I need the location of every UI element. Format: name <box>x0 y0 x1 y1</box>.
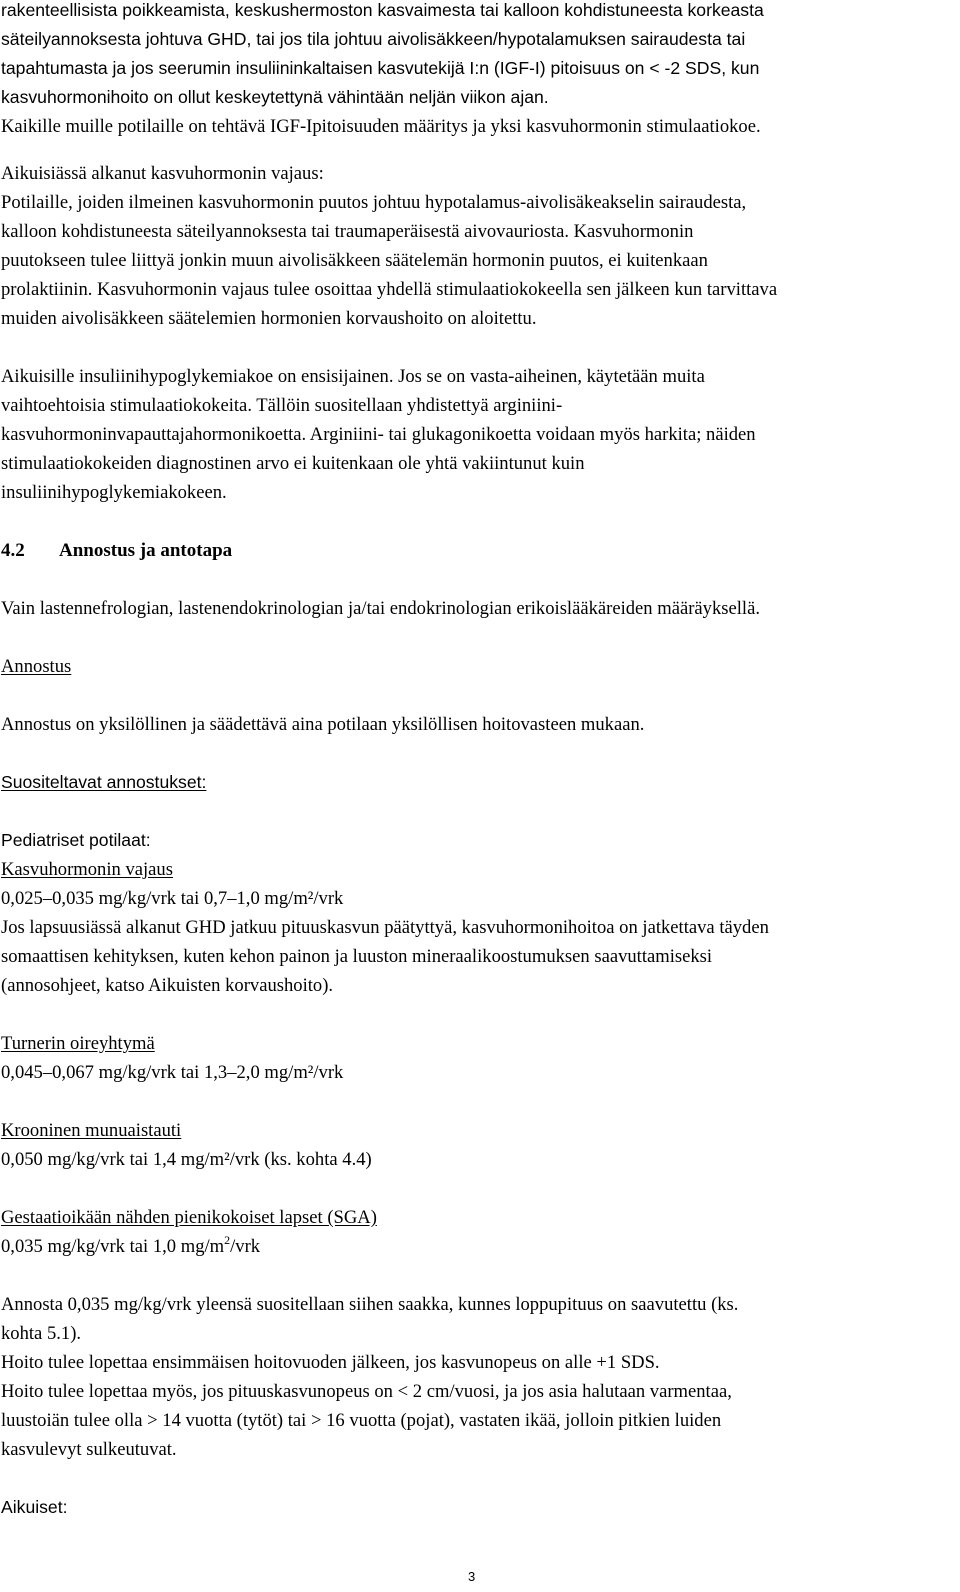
text-line: Hoito tulee lopettaa ensimmäisen hoitovuoden jälkeen, jos kasvunopeus on alle +1 SDS. <box>1 1352 660 1373</box>
text-line: kalloon kohdistuneesta säteilyannoksesta tai traumaperäisestä aivovauriosta. Kasvuhormonin <box>1 221 694 242</box>
section-title: Annostus ja antotapa <box>59 540 233 561</box>
text-line: kasvuhormoninvapauttajahormonikoetta. Arginiini- tai glukagonikoetta voidaan myös harkita; näiden <box>1 424 756 445</box>
text-line: (annosohjeet, katso Aikuisten korvaushoito). <box>1 975 334 996</box>
recommended-title: Suositeltavat annostukset: <box>1 772 207 792</box>
pediatric-section <box>0 826 950 1000</box>
prescription-paragraph <box>0 594 950 623</box>
text-line: kohta 5.1). <box>1 1323 82 1344</box>
ghd-dose: 0,025–0,035 mg/kg/vrk tai 0,7–1,0 mg/m²/vrk <box>1 888 344 909</box>
text-line: säteilyannoksesta johtuva GHD, tai jos tila johtuu aivolisäkkeen/hypotalamuksen sairaudesta tai <box>1 29 746 49</box>
turner-dose: 0,045–0,067 mg/kg/vrk tai 1,3–2,0 mg/m²/vrk <box>1 1062 344 1083</box>
text-line: Potilaille, joiden ilmeinen kasvuhormonin puutos johtuu hypotalamus-aivolisäkeakselin sairaudesta, <box>1 192 747 213</box>
sga-dose-unit: /vrk <box>230 1236 261 1257</box>
adults-title: Aikuiset: <box>1 1497 68 1517</box>
sga-title: Gestaatioikään nähden pienikokoiset lapset (SGA) <box>1 1207 377 1228</box>
sga-section <box>0 1203 950 1261</box>
text-line: Annosta 0,035 mg/kg/vrk yleensä suositellaan siihen saakka, kunnes loppupituus on saavutettu (ks. <box>1 1294 739 1315</box>
text-line: kasvuhormonihoito on ollut keskeytettynä vähintään neljän viikon ajan. <box>1 87 549 107</box>
annostus-title: Annostus <box>1 656 72 677</box>
text-line: puutokseen tulee liittyä jonkin muun aivolisäkkeen säätelemän hormonin puutos, ei kuitenkaan <box>1 250 708 271</box>
text-line: kasvulevyt sulkeutuvat. <box>1 1439 177 1460</box>
text-line: rakenteellisista poikkeamista, keskushermoston kasvaimesta tai kalloon kohdistuneesta korkeasta <box>1 0 764 20</box>
annostus-text: Annostus on yksilöllinen ja säädettävä aina potilaan yksilöllisen hoitovasteen mukaan. <box>1 714 645 735</box>
ghd-title: Kasvuhormonin vajaus <box>1 859 173 880</box>
text-line: muiden aivolisäkkeen säätelemien hormonien korvaushoito on aloitettu. <box>1 308 537 329</box>
prescription-text: Vain lastennefrologian, lastenendokrinologian ja/tai endokrinologian erikoislääkäreiden määräyksellä. <box>1 598 760 619</box>
adult-onset-title: Aikuisiässä alkanut kasvuhormonin vajaus: <box>1 163 324 184</box>
text-line: prolaktiinin. Kasvuhormonin vajaus tulee osoittaa yhdellä stimulaatiokokeella sen jälkeen kun tarvittava <box>1 279 778 300</box>
section-number: 4.2 <box>1 540 25 561</box>
text-line: stimulaatiokokeiden diagnostinen arvo ei kuitenkaan ole yhtä vakiintunut kuin <box>1 453 585 474</box>
text-line: somaattisen kehityksen, kuten kehon painon ja luuston mineraalikoostumuksen saavuttamiseksi <box>1 946 713 967</box>
sga-paragraph <box>0 1290 950 1464</box>
ckd-section <box>0 1116 950 1174</box>
text-line: vaihtoehtoisia stimulaatiokokeita. Tällöin suositellaan yhdistettyä arginiini- <box>1 395 563 416</box>
text-line: Kaikille muille potilaille on tehtävä IGF-Ipitoisuuden määritys ja yksi kasvuhormonin stimulaatiokoe. <box>1 116 761 137</box>
turner-section <box>0 1029 950 1087</box>
sga-dose-main: 0,035 mg/kg/vrk tai 1,0 mg/m <box>1 1236 225 1257</box>
sga-dose <box>1 1232 950 1261</box>
annostus-paragraph <box>0 710 950 739</box>
pediatric-title: Pediatriset potilaat: <box>1 830 151 850</box>
adult-onset-paragraph <box>0 159 950 333</box>
section-heading <box>0 536 950 565</box>
page-number: 3 <box>468 1569 476 1584</box>
intro-last-line <box>0 112 950 141</box>
text-line: luustoiän tulee olla > 14 vuotta (tytöt) tai > 16 vuotta (pojat), vastaten ikää, jolloin pitkien luiden <box>1 1410 722 1431</box>
ckd-title: Krooninen munuaistauti <box>1 1120 182 1141</box>
sga-dose-superscript: 2 <box>224 1233 231 1247</box>
text-line: insuliinihypoglykemiakokeen. <box>1 482 227 503</box>
turner-title: Turnerin oireyhtymä <box>1 1033 155 1054</box>
text-line: Aikuisille insuliinihypoglykemiakoe on ensisijainen. Jos se on vasta-aiheinen, käytetään muita <box>1 366 705 387</box>
adult-tests-paragraph <box>0 362 950 507</box>
ckd-dose: 0,050 mg/kg/vrk tai 1,4 mg/m²/vrk (ks. kohta 4.4) <box>1 1149 372 1170</box>
text-line: Hoito tulee lopettaa myös, jos pituuskasvunopeus on < 2 cm/vuosi, ja jos asia halutaan varmentaa, <box>1 1381 732 1402</box>
text-line: tapahtumasta ja jos seerumin insuliininkaltaisen kasvutekijä I:n (IGF-I) pitoisuus on < -2 SDS, kun <box>1 58 760 78</box>
annostus-heading <box>0 652 950 681</box>
adults-heading <box>0 1493 950 1522</box>
text-line: Jos lapsuusiässä alkanut GHD jatkuu pituuskasvun päätyttyä, kasvuhormonihoitoa on jatkettava täyden <box>1 917 769 938</box>
intro-paragraph <box>0 0 950 112</box>
recommended-heading <box>0 768 950 797</box>
